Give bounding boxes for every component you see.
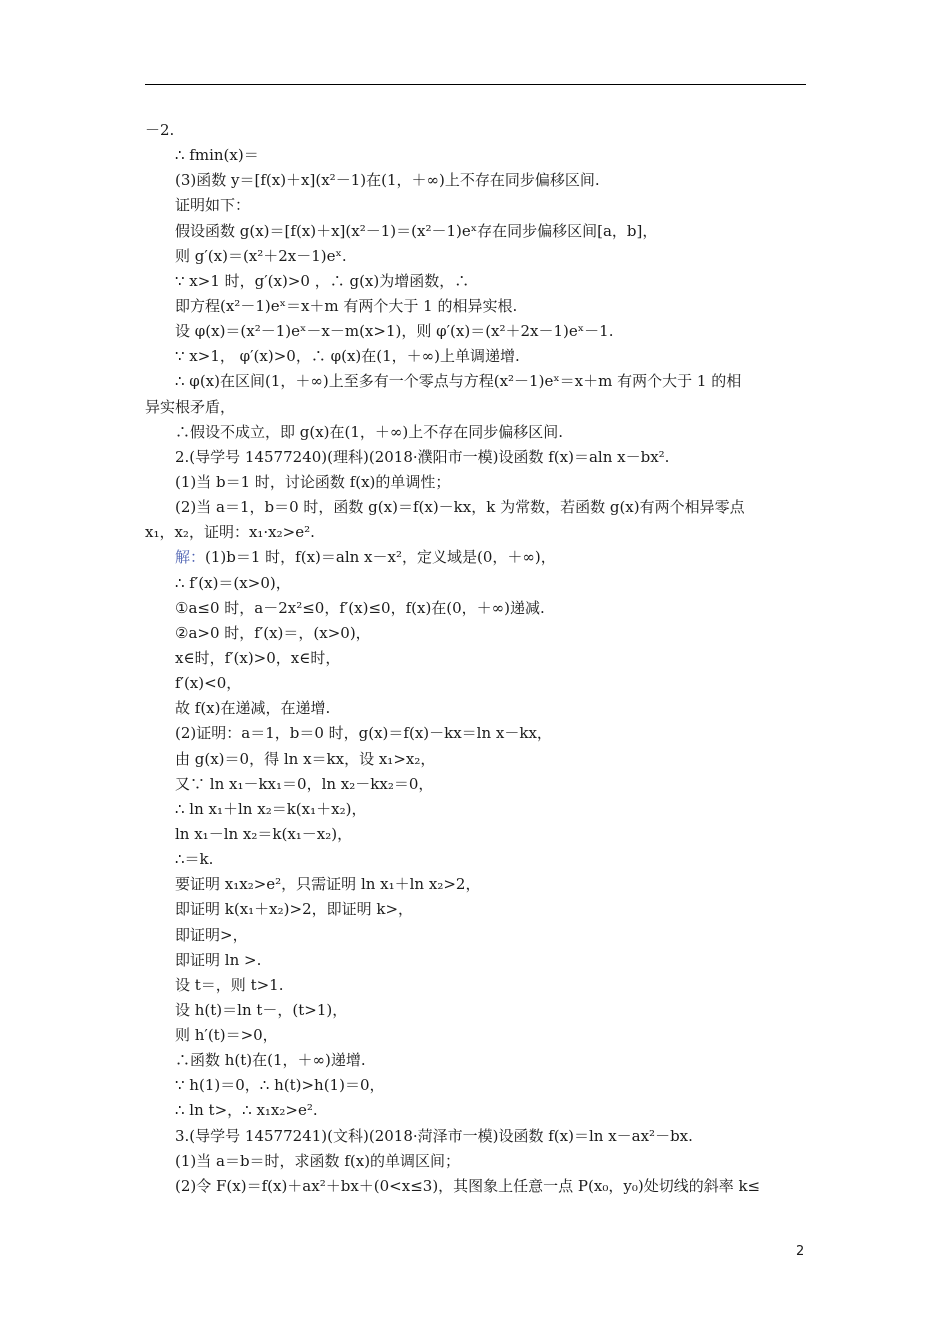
text-line: 设 t＝，则 t>1. — [175, 975, 284, 994]
problem-2-heading: 2.(导学号 14577240)(理科)(2018·濮阳市一模)设函数 f(x)＝aln x－bx². — [175, 447, 670, 466]
text-line: (2)当 a＝1，b＝0 时，函数 g(x)＝f(x)－kx，k 为常数，若函数 g(x)有两个相异零点 — [175, 498, 745, 517]
text-line: ∴ f′(x)＝(x>0)， — [175, 573, 291, 592]
solution-label: 解： — [175, 548, 206, 567]
text-line: 故 f(x)在递减，在递增. — [175, 699, 331, 718]
text-line: (1)当 a＝b＝时，求函数 f(x)的单调区间； — [175, 1151, 461, 1170]
document-body — [145, 118, 806, 1199]
text-line: 即方程(x²－1)eˣ＝x＋m 有两个大于 1 的相异实根. — [175, 296, 518, 315]
text-line: ∴ ln x₁＋ln x₂＝k(x₁＋x₂)， — [175, 799, 367, 818]
text-line: (2)令 F(x)＝f(x)＋ax²＋bx＋(0<x≤3)，其图象上任意一点 P(x₀，y₀)处切线的斜率 k≤ — [175, 1176, 761, 1195]
text-line: ∴函数 h(t)在(1，＋∞)递增. — [175, 1051, 366, 1070]
solution-text: (1)b＝1 时，f(x)＝aln x－x²，定义域是(0，＋∞)， — [205, 548, 556, 567]
text-line: f′(x)<0， — [175, 674, 242, 693]
text-line: x₁，x₂，证明：x₁·x₂>e². — [145, 523, 315, 542]
text-line: (1)当 b＝1 时，讨论函数 f(x)的单调性； — [175, 472, 451, 491]
text-line: 由 g(x)＝0，得 ln x＝kx，设 x₁>x₂， — [175, 749, 436, 768]
text-line: (3)函数 y＝[f(x)＋x](x²－1)在(1，＋∞)上不存在同步偏移区间. — [175, 171, 600, 190]
text-line: x∈时，f′(x)>0，x∈时， — [175, 648, 341, 667]
problem-3-heading: 3.(导学号 14577241)(文科)(2018·菏泽市一模)设函数 f(x)＝ln x－ax²－bx. — [175, 1126, 693, 1145]
text-line: ∴ φ(x)在区间(1，＋∞)上至多有一个零点与方程(x²－1)eˣ＝x＋m 有两个大于 1 的相 — [175, 372, 742, 391]
header-rule — [145, 84, 806, 85]
text-line: 设 φ(x)＝(x²－1)eˣ－x－m(x>1)，则 φ′(x)＝(x²＋2x－1)eˣ－1. — [175, 322, 614, 341]
text-line: ∵ h(1)＝0，∴ h(t)>h(1)＝0， — [175, 1076, 385, 1095]
text-line: 设 h(t)＝ln t－，(t>1)， — [175, 1000, 348, 1019]
text-line: ∵ x>1 时，g′(x)>0 ，∴ g(x)为增函数，∴ — [175, 271, 470, 290]
text-line: ∴ fmin(x)＝ — [175, 146, 259, 165]
page-number: 2 — [796, 1244, 805, 1259]
text-line: ln x₁－ln x₂＝k(x₁－x₂)， — [175, 824, 353, 843]
text-line: 异实根矛盾， — [145, 397, 236, 416]
text-line: ∴＝k. — [175, 850, 214, 869]
text-line: ∴ ln t>，∴ x₁x₂>e². — [175, 1101, 318, 1120]
text-line: 则 g′(x)＝(x²＋2x－1)eˣ. — [175, 246, 347, 265]
text-line: 又∵ ln x₁－kx₁＝0，ln x₂－kx₂＝0， — [175, 774, 434, 793]
text-line: 要证明 x₁x₂>e²，只需证明 ln x₁＋ln x₂>2， — [175, 875, 481, 894]
text-line: ∴假设不成立，即 g(x)在(1，＋∞)上不存在同步偏移区间. — [175, 422, 564, 441]
text-line: 即证明>， — [175, 925, 248, 944]
text-line: 则 h′(t)＝>0， — [175, 1026, 278, 1045]
text-line: ∵ x>1， φ′(x)>0，∴ φ(x)在(1，＋∞)上单调递增. — [175, 347, 520, 366]
solution-line — [145, 545, 806, 570]
text-line: －2. — [145, 121, 175, 139]
text-line: 即证明 ln >. — [175, 950, 262, 969]
text-line: ②a>0 时，f′(x)＝，(x>0)， — [175, 623, 371, 642]
text-line: (2)证明：a＝1，b＝0 时，g(x)＝f(x)－kx＝ln x－kx， — [175, 724, 552, 743]
text-line: 假设函数 g(x)＝[f(x)＋x](x²－1)＝(x²－1)eˣ存在同步偏移区间[a，b]， — [175, 221, 658, 240]
text-line: 证明如下： — [175, 196, 251, 215]
text-line: 即证明 k(x₁＋x₂)>2，即证明 k>， — [175, 900, 414, 919]
text-line: ①a≤0 时，a－2x²≤0，f′(x)≤0，f(x)在(0，＋∞)递减. — [175, 598, 545, 617]
